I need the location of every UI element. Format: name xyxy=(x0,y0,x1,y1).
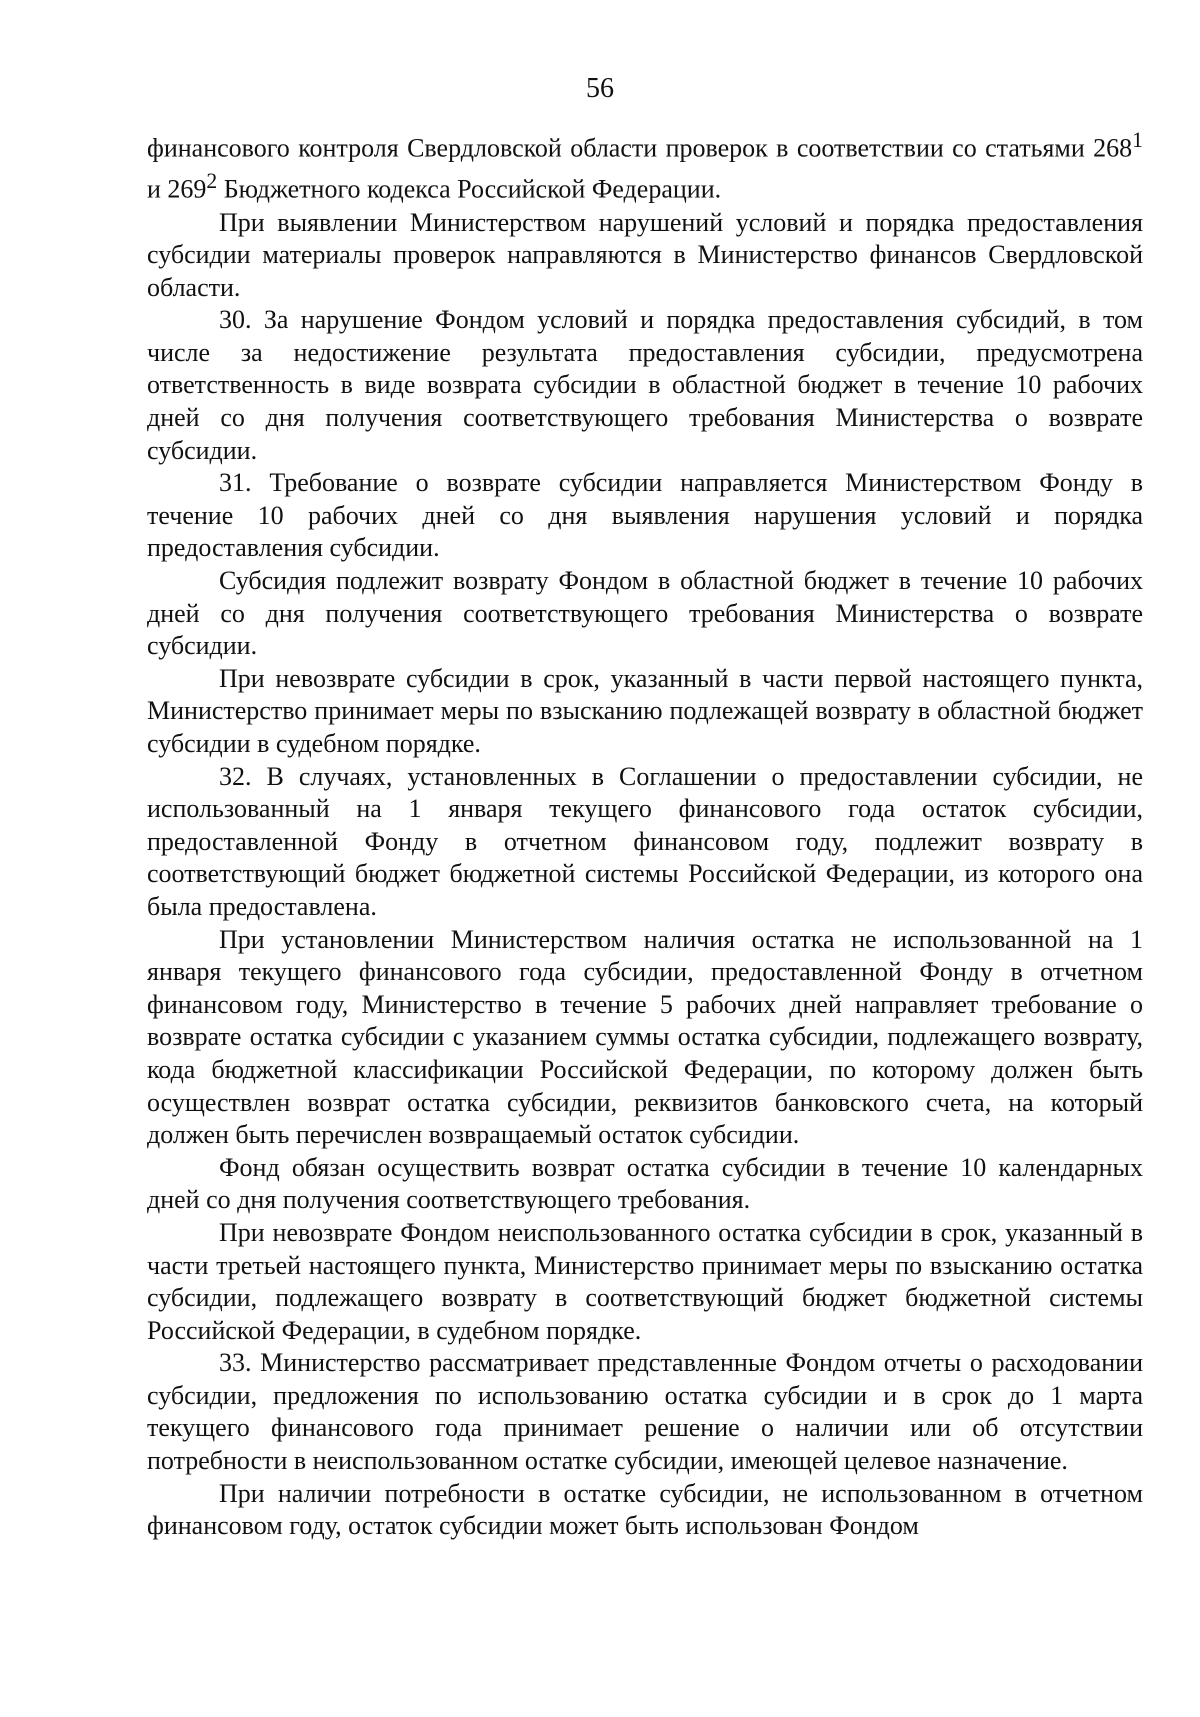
document-body xyxy=(147,124,1143,1543)
paragraph-item-33: 33. Министерство рассматривает представленные Фондом отчеты о расходовании субсидии, предложения по использованию остатка субсидии и в срок до 1 марта текущего финансового года принимает решение о наличии или об отсутствии потребности в неиспользованном остатке субсидии, имеющей целевое назначение. xyxy=(147,1348,1143,1476)
paragraph: При установлении Министерством наличия остатка не использованной на 1 января текущего финансового года субсидии, предоставленной Фонду в отчетном финансовом году, Министерство в течение 5 рабочих дней направляет требование о возврате остатка субсидии с указанием суммы остатка субсидии, подлежащего возврату, кода бюджетной классификации Российской Федерации, по которому должен быть осуществлен возврат остатка субсидии, реквизитов банковского счета, на который должен быть перечислен возвращаемый остаток субсидии. xyxy=(147,924,1143,1150)
paragraph-continuation xyxy=(147,124,1143,207)
paragraph-item-32: 32. В случаях, установленных в Соглашении о предоставлении субсидии, не использованный на 1 января текущего финансового года остаток субсидии, предоставленной Фонду в отчетном финансовом году, подлежит возврату в соответствующий бюджет бюджетной системы Российской Федерации, из которого она была предоставлена. xyxy=(147,761,1143,921)
paragraph-text-part: Бюджетного кодекса Российской Федерации. xyxy=(217,174,722,204)
paragraph: Фонд обязан осуществить возврат остатка субсидии в течение 10 календарных дней со дня получения соответствующего требования. xyxy=(147,1152,1143,1215)
paragraph-text-part: и 269 xyxy=(147,174,207,204)
superscript-1: 1 xyxy=(1132,128,1143,152)
paragraph-last: При наличии потребности в остатке субсидии, не использованном в отчетном финансовом году, остаток субсидии может быть использован Фондом xyxy=(147,1478,1143,1541)
page-number: 56 xyxy=(586,73,614,104)
superscript-2: 2 xyxy=(206,169,218,194)
paragraph-item-30: 30. За нарушение Фондом условий и порядка предоставления субсидий, в том числе за недостижение результата предоставления субсидии, предусмотрена ответственность в виде возврата субсидии в областной бюджет в течение 10 рабочих дней со дня получения соответствующего требования Министерства о возврате субсидии. xyxy=(147,305,1143,465)
paragraph-text-part: финансового контроля Свердловской области проверок в соответствии со статьями 268 xyxy=(147,133,1133,163)
paragraph: При невозврате субсидии в срок, указанный в части первой настоящего пункта, Министерство принимает меры по взысканию подлежащей возврату в областной бюджет субсидии в судебном порядке. xyxy=(147,663,1143,758)
paragraph: При выявлении Министерством нарушений условий и порядка предоставления субсидии материалы проверок направляются в Министерство финансов Свердловской области. xyxy=(147,207,1143,302)
paragraph: При невозврате Фондом неиспользованного остатка субсидии в срок, указанный в части третьей настоящего пункта, Министерство принимает меры по взысканию остатка субсидии, подлежащего возврату в соответствующий бюджет бюджетной системы Российской Федерации, в судебном порядке. xyxy=(147,1217,1143,1345)
paragraph-item-31: 31. Требование о возврате субсидии направляется Министерством Фонду в течение 10 рабочих дней со дня выявления нарушения условий и порядка предоставления субсидии. xyxy=(147,468,1143,563)
paragraph: Субсидия подлежит возврату Фондом в областной бюджет в течение 10 рабочих дней со дня получения соответствующего требования Министерства о возврате субсидии. xyxy=(147,566,1143,661)
